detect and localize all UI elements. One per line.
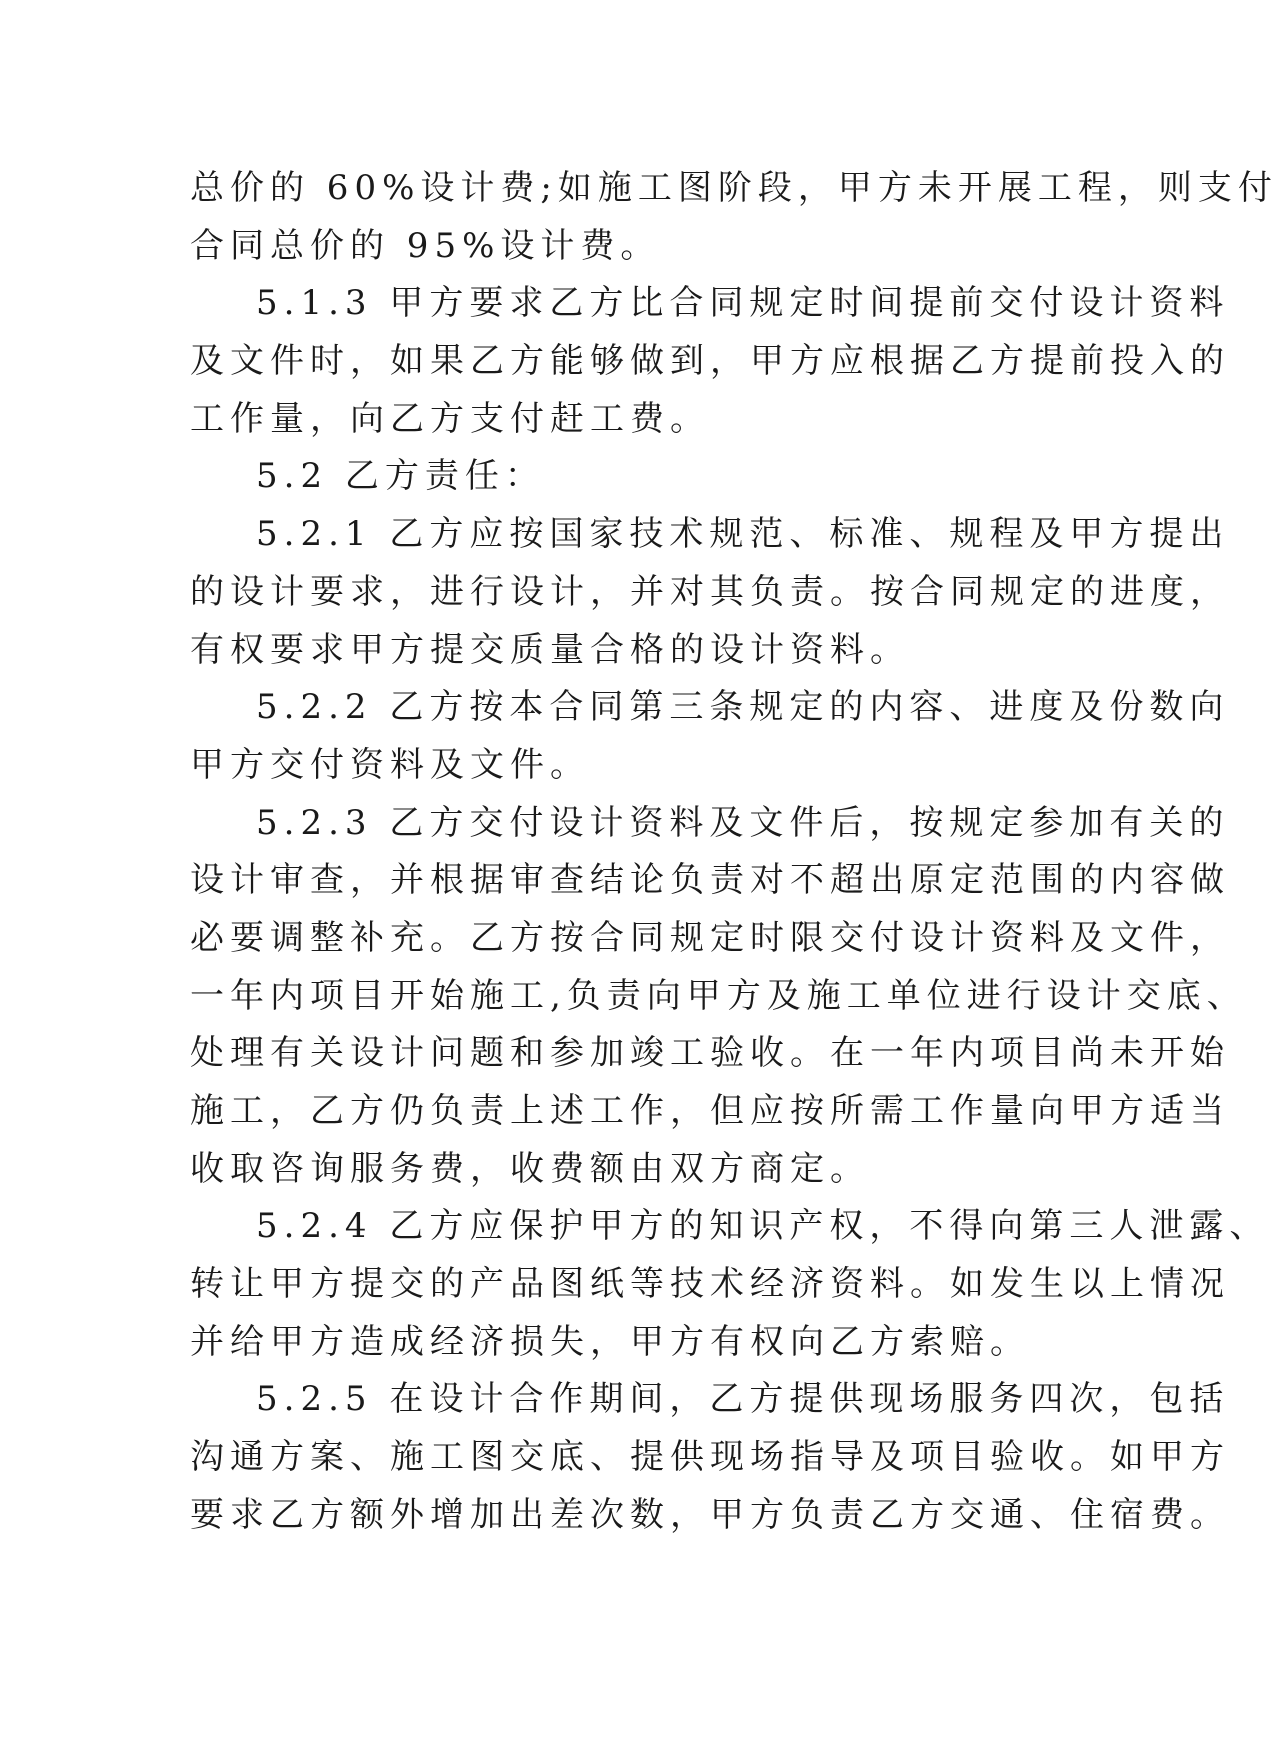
text-line: 工作量，向乙方支付赶工费。 <box>190 398 710 439</box>
text-line: 要求乙方额外增加出差次数，甲方负责乙方交通、住宿费。 <box>190 1494 1230 1535</box>
text-line: 合同总价的 95%设计费。 <box>190 225 661 266</box>
text-line: 收取咨询服务费，收费额由双方商定。 <box>190 1148 870 1189</box>
text-line: 施工，乙方仍负责上述工作，但应按所需工作量向甲方适当 <box>190 1091 1230 1131</box>
clause-line: 5.1.3 甲方要求乙方比合同规定时间提前交付设计资料 <box>256 283 1230 324</box>
contract-text-block <box>190 160 1278 1545</box>
section-heading: 5.2 乙方责任： <box>256 456 545 497</box>
clause-line: 5.2.4 乙方应保护甲方的知识产权，不得向第三人泄露、 <box>256 1206 1270 1247</box>
text-line: 及文件时，如果乙方能够做到，甲方应根据乙方提前投入的 <box>190 341 1230 382</box>
text-line: 必要调整补充。乙方按合同规定时限交付设计资料及文件， <box>190 917 1230 958</box>
clause-line: 5.2.3 乙方交付设计资料及文件后，按规定参加有关的 <box>256 802 1230 843</box>
text-line: 总价的 60%设计费;如施工图阶段，甲方未开展工程，则支付 <box>190 168 1278 208</box>
clause-line: 5.2.5 在设计合作期间，乙方提供现场服务四次，包括 <box>256 1379 1230 1420</box>
clause-line: 5.2.2 乙方按本合同第三条规定的内容、进度及份数向 <box>256 687 1230 728</box>
clause-line: 5.2.1 乙方应按国家技术规范、标准、规程及甲方提出 <box>256 514 1230 555</box>
text-line: 设计审查，并根据审查结论负责对不超出原定范围的内容做 <box>190 860 1230 901</box>
text-line: 甲方交付资料及文件。 <box>190 744 590 785</box>
text-line: 一年内项目开始施工,负责向甲方及施工单位进行设计交底、 <box>190 975 1247 1016</box>
text-line: 有权要求甲方提交质量合格的设计资料。 <box>190 629 910 670</box>
text-line: 的设计要求，进行设计，并对其负责。按合同规定的进度， <box>190 571 1230 612</box>
text-line: 转让甲方提交的产品图纸等技术经济资料。如发生以上情况 <box>190 1264 1230 1305</box>
text-line: 并给甲方造成经济损失，甲方有权向乙方索赔。 <box>190 1321 1030 1362</box>
text-line: 沟通方案、施工图交底、提供现场指导及项目验收。如甲方 <box>190 1437 1230 1478</box>
text-line: 处理有关设计问题和参加竣工验收。在一年内项目尚未开始 <box>190 1033 1230 1074</box>
